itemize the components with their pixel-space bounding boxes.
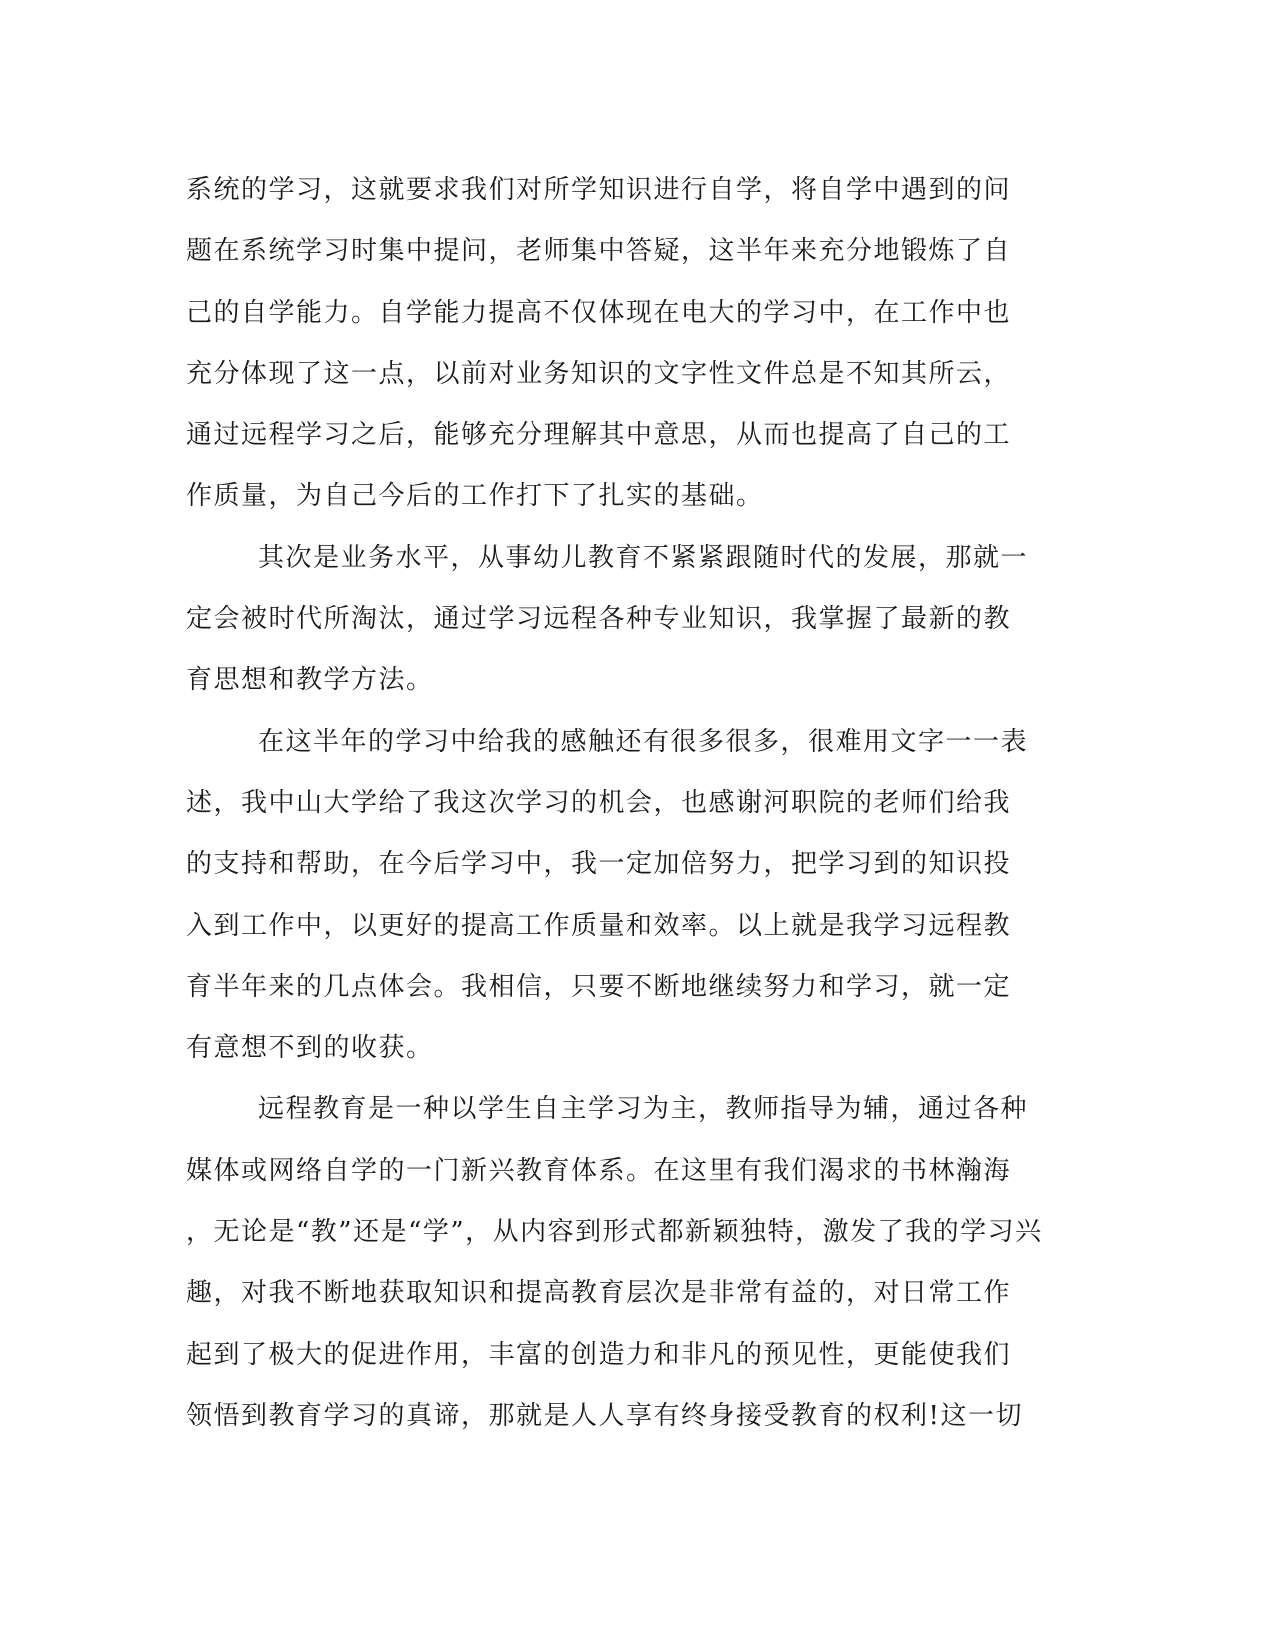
text-line: 起到了极大的促进作用，丰富的创造力和非凡的预见性，更能使我们 xyxy=(186,1339,1012,1370)
body-text xyxy=(186,160,1066,1447)
text-line: 己的自学能力。自学能力提高不仅体现在电大的学习中，在工作中也 xyxy=(186,297,1012,328)
text-line: 充分体现了这一点，以前对业务知识的文字性文件总是不知其所云， xyxy=(186,358,1012,389)
text-line: 的支持和帮助，在今后学习中，我一定加倍努力，把学习到的知识投 xyxy=(186,849,1012,880)
text-line: 定会被时代所淘汰，通过学习远程各种专业知识，我掌握了最新的教 xyxy=(186,604,1012,635)
paragraph-start-line: 远程教育是一种以学生自主学习为主，教师指导为辅，通过各种 xyxy=(258,1094,1029,1125)
text-line: 育思想和教学方法。 xyxy=(186,665,434,696)
text-line: 育半年来的几点体会。我相信，只要不断地继续努力和学习，就一定 xyxy=(186,971,1012,1002)
text-line: 述，我中山大学给了我这次学习的机会，也感谢河职院的老师们给我 xyxy=(186,787,1012,818)
text-line: ，无论是“教”还是“学”，从内容到形式都新颖独特，激发了我的学习兴 xyxy=(186,1217,1043,1248)
text-line: 系统的学习，这就要求我们对所学知识进行自学，将自学中遇到的问 xyxy=(186,175,1012,205)
text-line: 入到工作中，以更好的提高工作质量和效率。以上就是我学习远程教 xyxy=(186,910,1012,941)
paragraph-start-line: 其次是业务水平，从事幼儿教育不紧紧跟随时代的发展，那就一 xyxy=(258,542,1029,573)
text-line: 有意想不到的收获。 xyxy=(186,1033,434,1064)
paragraph-start-line: 在这半年的学习中给我的感触还有很多很多，很难用文字一一表 xyxy=(258,726,1029,757)
text-line: 领悟到教育学习的真谛，那就是人人享有终身接受教育的权利!这一切 xyxy=(186,1400,1023,1431)
text-line: 通过远程学习之后，能够充分理解其中意思，从而也提高了自己的工 xyxy=(186,420,1012,451)
text-line: 媒体或网络自学的一门新兴教育体系。在这里有我们渴求的书林瀚海 xyxy=(186,1155,1012,1186)
text-line: 题在系统学习时集中提问，老师集中答疑，这半年来充分地锻炼了自 xyxy=(186,236,1012,267)
text-line: 作质量，为自己今后的工作打下了扎实的基础。 xyxy=(186,481,764,512)
text-line: 趣，对我不断地获取知识和提高教育层次是非常有益的，对日常工作 xyxy=(186,1278,1012,1309)
